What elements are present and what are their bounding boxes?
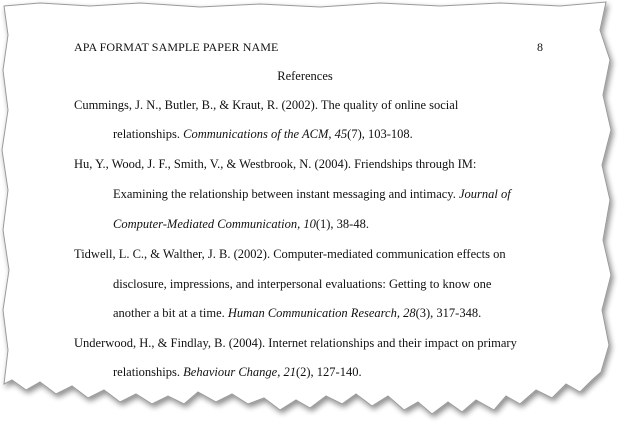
journal-title: Journal of — [458, 187, 511, 201]
reference-line — [113, 187, 511, 202]
reference-line — [113, 365, 362, 380]
journal-title: Computer-Mediated Communication, 10 — [113, 217, 316, 231]
reference-line: Hu, Y., Wood, J. F., Smith, V., & Westbrook, N. (2004). Friendships through IM: — [74, 157, 477, 171]
reference-text: (1), 38-48. — [315, 217, 369, 231]
reference-line: Tidwell, L. C., & Walther, J. B. (2002). Computer-mediated communication effects on — [74, 247, 506, 261]
reference-text: another a bit at a time. — [113, 306, 228, 320]
reference-text: (7), 103-108. — [347, 127, 413, 141]
reference-line — [113, 127, 413, 142]
reference-line: disclosure, impressions, and interpersonal evaluations: Getting to know one — [113, 277, 492, 291]
reference-text: (3), 317-348. — [415, 306, 482, 320]
reference-line: Underwood, H., & Findlay, B. (2004). Internet relationships and their impact on primary — [74, 336, 517, 350]
reference-line — [113, 217, 369, 232]
reference-text: relationships. — [113, 365, 184, 379]
reference-line: Cummings, J. N., Butler, B., & Kraut, R. (2002). The quality of online social — [74, 98, 459, 112]
reference-line — [113, 306, 481, 321]
reference-text: relationships. — [113, 127, 184, 141]
references-heading: References — [277, 69, 333, 83]
journal-title: Behaviour Change, 21 — [183, 365, 296, 379]
journal-title: Human Communication Research, 28 — [227, 306, 416, 320]
reference-text: (2), 127-140. — [295, 365, 362, 379]
page-number: 8 — [537, 40, 543, 54]
reference-text: Examining the relationship between instant messaging and intimacy. — [113, 187, 459, 201]
running-head: APA FORMAT SAMPLE PAPER NAME — [74, 40, 279, 54]
journal-title: Communications of the ACM, 45 — [183, 127, 348, 141]
